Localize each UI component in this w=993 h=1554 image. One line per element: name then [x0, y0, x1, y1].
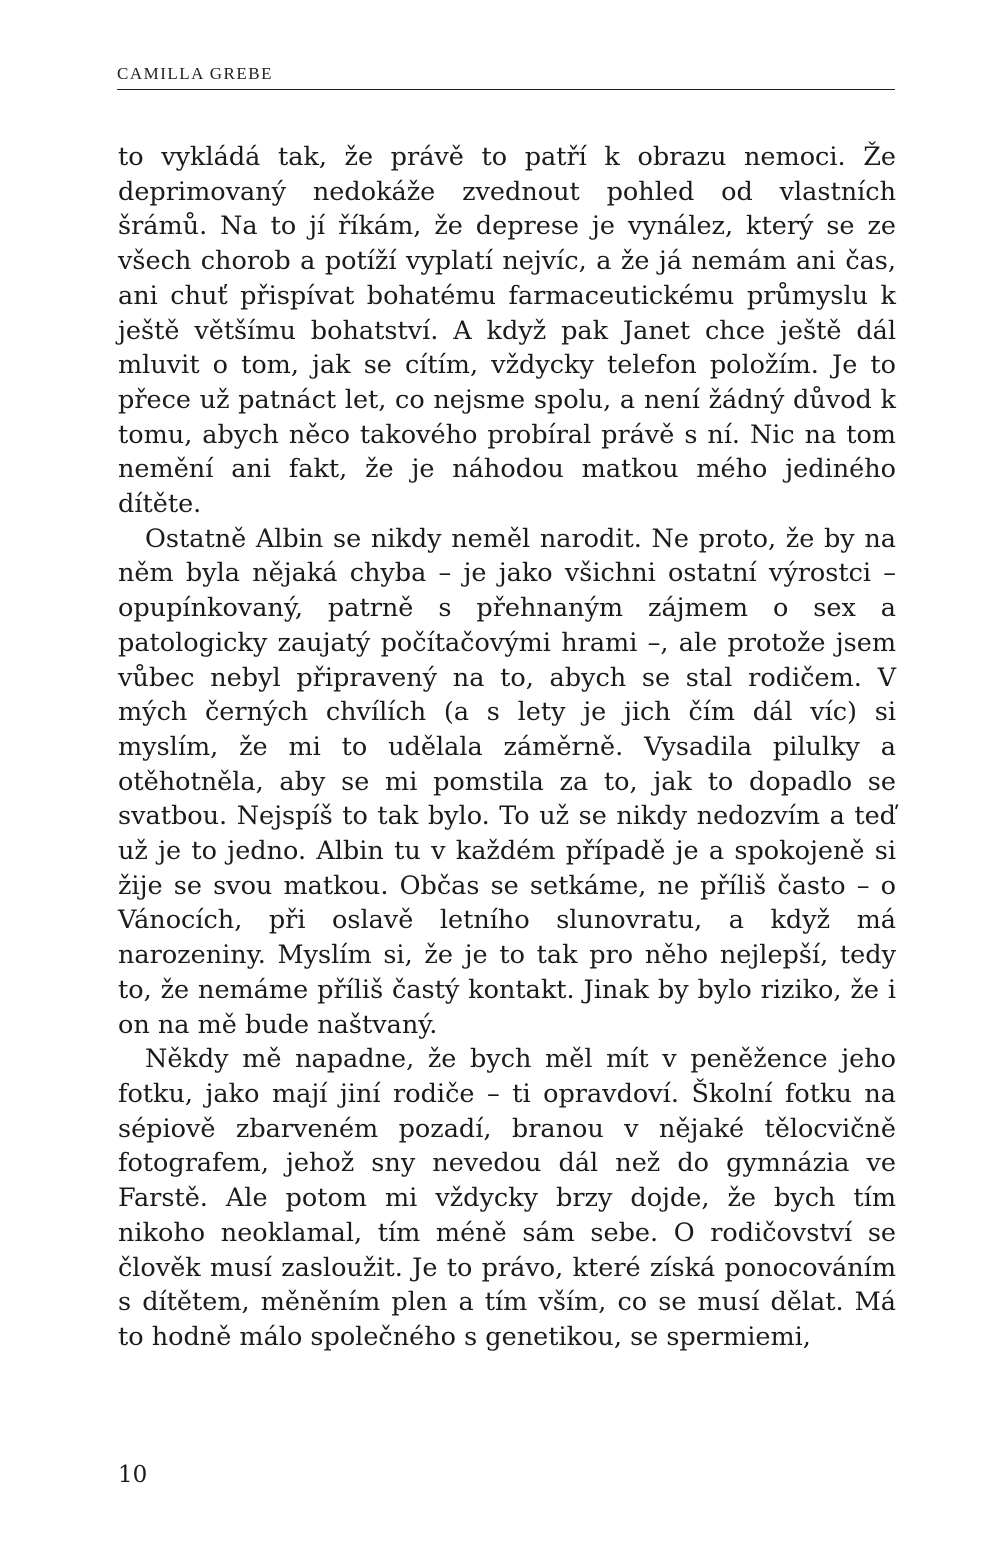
running-head-author: CAMILLA GREBE: [117, 64, 273, 83]
paragraph-2: Ostatně Albin se nikdy neměl narodit. Ne proto, že by na něm byla nějaká chyba – je jako všichni ostatní výrostci – opupínkovaný, patrně s přehnaným zájmem o sex a patologicky zaujatý počítačovými hrami –, ale protože jsem vůbec nebyl připravený na to, abych se stal rodičem. V mých černých chvílích (a s lety je jich čím dál víc) si myslím, že mi to udělala záměrně. Vysadila pilulky a otěhotněla, aby se mi pomstila za to, jak to dopadlo se svatbou. Nejspíš to tak bylo. To už se nikdy nedozvím a teď už je to jedno. Albin tu v každém případě je a spokojeně si žije se svou matkou. Občas se setkáme, ne příliš často – o Vánocích, při oslavě letního slunovratu, a když má narozeniny. Myslím si, že je to tak pro něho nejlepší, tedy to, že nemáme příliš častý kontakt. Jinak by bylo riziko, že i on na mě bude naštvaný.: [118, 523, 896, 1040]
page-number: 10: [118, 1462, 148, 1488]
header-rule: [117, 89, 895, 90]
paragraph-3: Někdy mě napadne, že bych měl mít v peněžence jeho fotku, jako mají jiní rodiče – ti opravdoví. Školní fotku na sépiově zbarveném pozadí, branou v nějaké tělocvičně fotografem, jehož sny nevedou dál než do gymnázia ve Farstě. Ale potom mi vždycky brzy dojde, že bych tím nikoho neoklamal, tím méně sám sebe. O rodičovství se člověk musí zasloužit. Je to právo, které získá ponocováním s dítětem, měněním plen a tím vším, co se musí dělat. Má to hodně málo společného s genetikou, se spermiemi,: [118, 1044, 896, 1352]
paragraph-1: to vykládá tak, že právě to patří k obrazu nemoci. Že deprimovaný nedokáže zvednout pohled od vlastních šrámů. Na to jí říkám, že deprese je vynález, který se ze všech chorob a potíží vyplatí nejvíc, a že já nemám ani čas, ani chuť přispívat bohatému farmaceutickému průmyslu k ještě většímu bohatství. A když pak Janet chce ještě dál mluvit o tom, jak se cítím, vždycky telefon položím. Je to přece už patnáct let, co nejsme spolu, a není žádný důvod k tomu, abych něco takového probíral právě s ní. Nic na tom nemění ani fakt, že je náhodou matkou mého jediného dítěte.: [118, 142, 896, 520]
body-text: [118, 140, 896, 1355]
